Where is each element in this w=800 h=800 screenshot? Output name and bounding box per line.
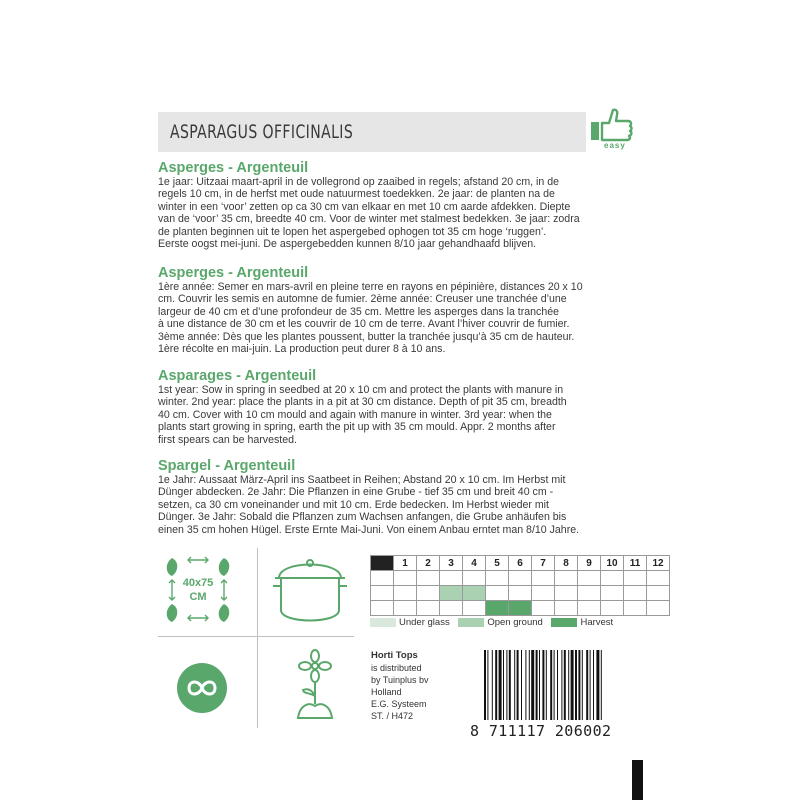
text-line: 1st year: Sow in spring in seedbed at 20 x 10 cm and protect the plants with manure in	[158, 384, 564, 396]
edge-bar	[632, 760, 643, 800]
calendar-cell	[532, 571, 555, 586]
grid-divider-h	[158, 636, 354, 637]
text-line: 40 cm. Cover with 10 cm mould and again with manure in winter. 3rd year: when the	[158, 408, 552, 421]
barcode-bar	[509, 650, 511, 720]
title-banner	[158, 112, 586, 152]
barcode-bar	[525, 650, 526, 720]
barcode-bar	[517, 650, 519, 720]
barcode-bar	[575, 650, 577, 720]
barcode-bar	[503, 650, 504, 720]
barcode-bar	[601, 650, 602, 720]
month-header: 8	[555, 556, 578, 571]
calendar-cell	[509, 601, 532, 616]
barcode-bar	[578, 650, 580, 720]
barcode-bar	[561, 650, 562, 720]
product-title: ASPARAGUS OFFICINALIS	[170, 121, 354, 143]
calendar-cell	[486, 601, 509, 616]
barcode-bar	[539, 650, 540, 720]
calendar-cell	[417, 586, 440, 601]
calendar-cell	[532, 586, 555, 601]
distributor-line: Holland	[371, 687, 402, 697]
section-german	[158, 458, 642, 536]
barcode-bar	[546, 650, 547, 720]
distributor-line: ST. / H472	[371, 711, 414, 721]
section-heading: Spargel - Argenteuil	[158, 458, 296, 474]
text-line: de planten beginnen uit te lopen het aspergebed ophogen tot 35 cm hoge ‘ruggen’.	[158, 225, 547, 238]
perennial-icon	[162, 648, 250, 728]
barcode-bar	[564, 650, 566, 720]
calendar-cell	[578, 571, 601, 586]
section-text	[158, 281, 642, 355]
calendar-cell	[555, 601, 578, 616]
spacing-unit: CM	[189, 591, 207, 603]
calendar-cell	[532, 601, 555, 616]
grid-divider-v	[257, 548, 258, 728]
month-header: 5	[486, 556, 509, 571]
calendar-cell	[555, 586, 578, 601]
section-text	[158, 384, 642, 446]
barcode-bar	[590, 650, 591, 720]
calendar-cell	[463, 571, 486, 586]
text-line: largeur de 40 cm et d’une profondeur de 35 cm. Mettre les asperges dans la tranchée	[158, 305, 560, 318]
text-line: 3ème année: Dès que les plantes poussent, butter la tranchée jusqu’à 35 cm de hauteur.	[158, 330, 575, 343]
plant-icon	[270, 648, 360, 730]
calendar-cell	[578, 586, 601, 601]
month-header: 12	[647, 556, 670, 571]
calendar-cell	[624, 586, 647, 601]
section-english	[158, 368, 642, 446]
text-line: 1ère année: Semer en mars-avril en pleine terre en rayons en pépinière, distances 20 x 10	[158, 281, 583, 293]
legend-under-glass: Under glass	[370, 617, 450, 628]
calendar-cell	[624, 571, 647, 586]
section-heading: Asperges - Argenteuil	[158, 160, 309, 176]
text-line: einen 35 cm hohen Hügel. Erste Ernte Mai-Juni. Von einem Anbau erntet man 8/10 Jahre.	[158, 523, 580, 536]
row-label	[371, 586, 394, 601]
month-header: 3	[440, 556, 463, 571]
barcode-bar	[571, 650, 574, 720]
barcode-bar	[582, 650, 583, 720]
barcode-bar	[529, 650, 530, 720]
month-header: 6	[509, 556, 532, 571]
section-text	[158, 176, 642, 250]
calendar-corner	[371, 556, 394, 571]
calendar-cell	[509, 571, 532, 586]
text-line: winter. 2nd year: place the plants in a pit at 30 cm distance. Depth of pit 35 cm, breadth	[158, 396, 567, 409]
row-label	[371, 571, 394, 586]
month-header: 2	[417, 556, 440, 571]
month-header: 7	[532, 556, 555, 571]
section-dutch	[158, 160, 642, 250]
legend-harvest: Harvest	[551, 617, 613, 628]
barcode-bar	[487, 650, 488, 720]
distributor-line: is distributed	[371, 663, 422, 673]
text-line: plants start growing in spring, earth the pit up with 35 cm mould. Appr. 2 months after	[158, 421, 556, 434]
distributor-info	[371, 650, 429, 722]
calendar-cell	[417, 601, 440, 616]
barcode-bar	[596, 650, 599, 720]
barcode-bar	[586, 650, 588, 720]
calendar-cell	[601, 571, 624, 586]
month-header: 1	[394, 556, 417, 571]
barcode-bar	[554, 650, 555, 720]
barcode-number: 8 711117 206002	[470, 722, 612, 740]
text-line: cm. Couvrir les semis en automne de fumier. 2ème année: Creuser une tranchée d’une	[158, 293, 567, 306]
barcode-bar	[499, 650, 502, 720]
barcode-bar	[514, 650, 515, 720]
calendar-cell	[440, 601, 463, 616]
sowing-calendar	[370, 555, 670, 616]
text-line: Dünger. 3e Jahr: Sobald die Pflanzen zum Wachsen anfangen, die Grube anhäufen bis	[158, 511, 567, 524]
month-header: 11	[624, 556, 647, 571]
barcode-bar	[492, 650, 493, 720]
text-line: regels 10 cm, in de herfst met oude natuurmest toedekken. 2e jaar: de planten na de	[158, 188, 555, 201]
distributor-line: by Tuinplus bv	[371, 675, 429, 685]
calendar-cell	[647, 586, 670, 601]
text-line: 1ère récolte en mai-juin. La production peut durer 8 à 10 ans.	[158, 343, 446, 356]
calendar-cell	[417, 571, 440, 586]
spacing-icon	[158, 548, 254, 634]
section-text	[158, 474, 642, 536]
calendar-cell	[647, 571, 670, 586]
row-label	[371, 601, 394, 616]
text-line: setzen, ca 30 cm voneinander und mit 10 cm. Erde bedecken. Im Herbst wieder mit	[158, 498, 549, 511]
text-line: 1e Jahr: Aussaat März-April ins Saatbeet in Reihen; Abstand 20 x 10 cm. Im Herbst mit	[158, 474, 566, 486]
calendar-cell	[463, 586, 486, 601]
text-line: Dünger abdecken. 2e Jahr: Die Pflanzen in eine Grube - tief 35 cm und breit 40 cm -	[158, 486, 554, 499]
month-header: 9	[578, 556, 601, 571]
section-french	[158, 265, 642, 355]
barcode-bar	[484, 650, 486, 720]
text-line: Eerste oogst mei-juni. De aspergebedden kunnen 8/10 jaar gehandhaafd blijven.	[158, 238, 537, 251]
barcode-bar	[521, 650, 522, 720]
calendar-legend	[370, 617, 619, 628]
barcode-bar	[593, 650, 594, 720]
calendar-cell	[394, 601, 417, 616]
calendar-cell	[624, 601, 647, 616]
month-header: 10	[601, 556, 624, 571]
month-header: 4	[463, 556, 486, 571]
calendar-cell	[509, 586, 532, 601]
barcode-bar	[531, 650, 534, 720]
text-line: 1e jaar: Uitzaai maart-april in de vollegrond op zaaibed in regels; afstand 20 cm, in de	[158, 176, 560, 188]
calendar-cell	[601, 586, 624, 601]
barcode-bar	[550, 650, 552, 720]
text-line: van de ‘voor’ 35 cm, breedte 40 cm. Voor de winter met stalmest bedekken. 3e jaar: zodra	[158, 213, 580, 226]
easy-label: easy	[604, 141, 626, 150]
barcode-bar	[536, 650, 538, 720]
calendar-cell	[463, 601, 486, 616]
brand-name: Horti Tops	[371, 650, 418, 661]
calendar-cell	[486, 571, 509, 586]
calendar-cell	[440, 571, 463, 586]
pot-icon	[265, 552, 355, 632]
distributor-line: E.G. Systeem	[371, 699, 427, 709]
text-line: first spears can be harvested.	[158, 433, 297, 446]
text-line: winter in een ‘voor’ zetten op ca 30 cm van elkaar en met 10 cm aarde afdekken. Diepte	[158, 200, 571, 213]
spacing-value: 40x75	[182, 577, 214, 589]
barcode-bar	[495, 650, 497, 720]
calendar-cell	[647, 601, 670, 616]
calendar-cell	[394, 571, 417, 586]
barcode-bar	[506, 650, 507, 720]
barcode-bar	[542, 650, 544, 720]
calendar-cell	[578, 601, 601, 616]
calendar-cell	[555, 571, 578, 586]
barcode-bar	[557, 650, 558, 720]
calendar-cell	[601, 601, 624, 616]
section-heading: Asparages - Argenteuil	[158, 368, 317, 384]
calendar-cell	[394, 586, 417, 601]
legend-open-ground: Open ground	[458, 617, 542, 628]
calendar-cell	[486, 586, 509, 601]
text-line: à une distance de 30 cm et les couvrir de 10 cm de terre. Avant l’hiver couvrir de fumier.	[158, 318, 570, 331]
section-heading: Asperges - Argenteuil	[158, 265, 309, 281]
calendar-cell	[440, 586, 463, 601]
barcode-bar	[568, 650, 569, 720]
